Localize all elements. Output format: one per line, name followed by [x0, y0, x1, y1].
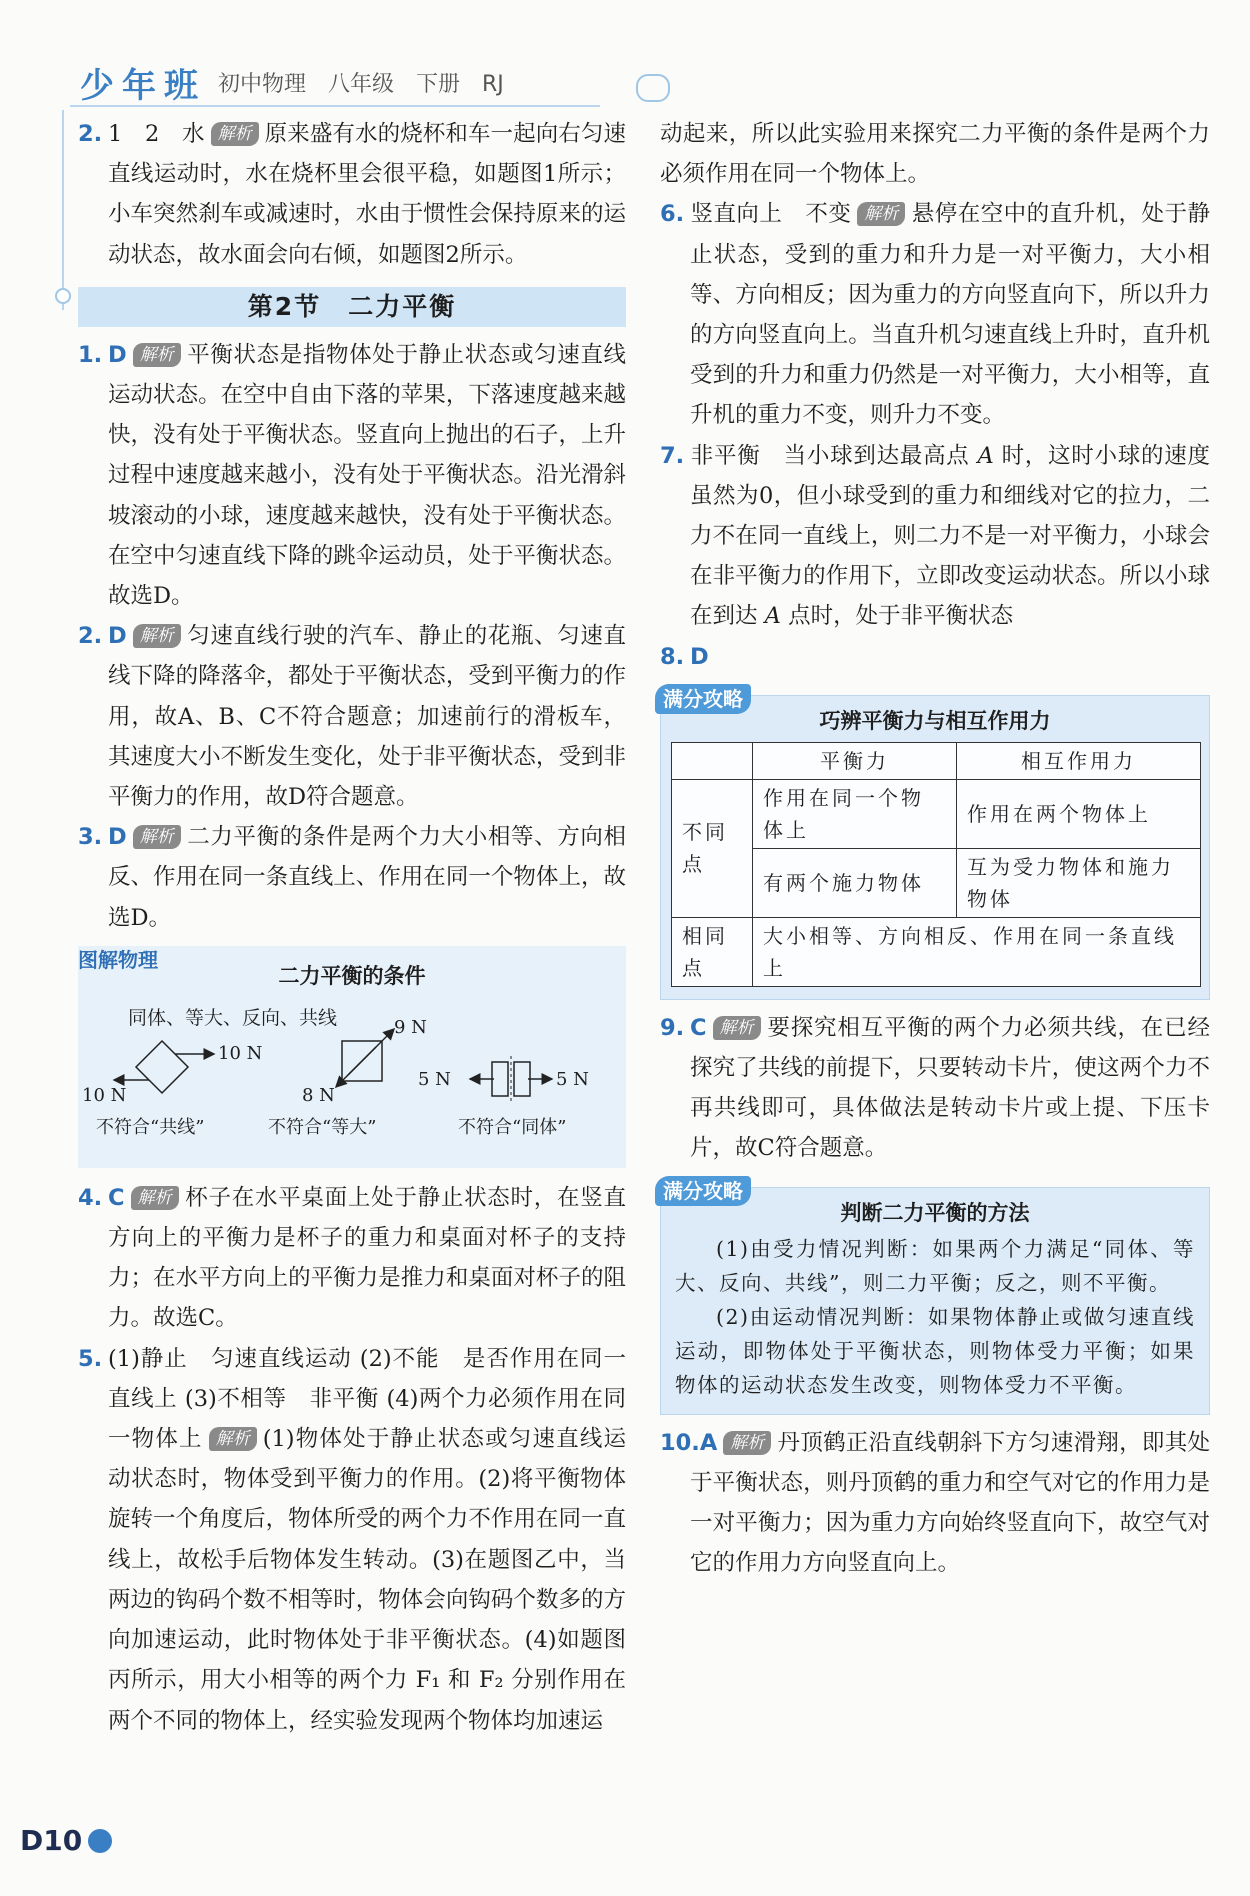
answer-key: 非平衡: [690, 442, 761, 469]
point-label: A: [977, 442, 994, 469]
figure-caption: 不符合“同体”: [458, 1116, 567, 1138]
answer-key: C: [108, 1184, 125, 1211]
book-subtitle: 初中物理 八年级 下册 RJ: [218, 71, 504, 97]
answer-key: (1)静止 匀速直线运动 (2)不能 是否作用在同一直线上 (3)不相等 非平衡 (4)两个力必须作用在同一物体上: [108, 1345, 626, 1453]
question-number: 4.: [78, 1184, 103, 1211]
answer-key: C: [690, 1014, 707, 1041]
figure-subtitle: 同体、等大、反向、共线: [128, 1006, 338, 1029]
force-label: 10 N: [218, 1042, 263, 1064]
diagram-not-same-body: [470, 1056, 552, 1102]
table-cell: 作用在同一个物体上: [753, 779, 957, 848]
table-row: [672, 779, 1201, 848]
answer-key: A: [699, 1429, 718, 1456]
analysis-tag: 解析: [723, 1431, 771, 1455]
table-cell: 大小相等、方向相反、作用在同一条直线上: [753, 917, 1201, 986]
force-label: 5 N: [418, 1068, 451, 1090]
table-cell: 作用在两个物体上: [957, 779, 1201, 848]
diagram-not-collinear: [114, 1041, 214, 1093]
analysis-tag: 解析: [133, 343, 181, 367]
table-cell: [672, 742, 753, 779]
analysis-text: 原来盛有水的烧杯和车一起向右匀速直线运动时，水在烧杯里会很平稳，如题图1所示；小车突然刹车或减速时，水由于惯性会保持原来的运动状态，故水面会向右倾，如题图2所示。: [108, 121, 626, 268]
diagram-not-equal: [336, 1029, 394, 1087]
tip-paragraph: (1)由受力情况判断：如果两个力满足“同体、等大、反向、共线”，则二力平衡；反之，则不平衡。: [675, 1236, 1195, 1295]
point-label: A: [764, 603, 781, 630]
analysis-text: 丹顶鹤正沿直线朝斜下方匀速滑翔，即其处于平衡状态，则丹顶鹤的重力和空气对它的作用力是一对平衡力；因为重力方向始终竖直向下，故空气对它的作用力方向竖直向上。: [690, 1429, 1210, 1577]
page-footer: [20, 1824, 112, 1857]
tip-tag: 满分攻略: [655, 1176, 751, 1206]
answer-item: [78, 114, 626, 275]
tip-box: [660, 1178, 1210, 1415]
analysis-text: 匀速直线行驶的汽车、静止的花瓶、匀速直线下降的降落伞，都处于平衡状态，受到平衡力的作用，故A、B、C不符合题意；加速前行的滑板车，其速度大小不断发生变化，处于非平衡状态，受到非平衡力的作用，故D符合题意。: [108, 623, 626, 811]
table-row: [672, 742, 1201, 779]
analysis-tag: 解析: [133, 624, 181, 648]
key-icon: [55, 288, 71, 304]
answer-item: [78, 616, 626, 817]
analysis-text: 时，这时小球的速度虽然为0，但小球受到的重力和细线对它的拉力，二力不在同一直线上，则二力不是一对平衡力，小球会在非平衡力的作用下，立即改变运动状态。所以小球在到达: [690, 442, 1210, 630]
cloud-icon: [636, 74, 670, 102]
answer-item: [78, 335, 626, 616]
force-label: 8 N: [302, 1084, 335, 1106]
answer-key: D: [108, 623, 127, 650]
answer-key: D: [108, 824, 127, 851]
analysis-tag: 解析: [209, 1427, 257, 1451]
analysis-text: 当小球到达最高点: [783, 442, 970, 469]
page-number: D10: [20, 1824, 83, 1857]
section-title: 第2节 二力平衡: [78, 287, 626, 327]
left-column: [78, 114, 626, 1741]
question-number: 2.: [78, 121, 103, 147]
figure-caption: 不符合“共线”: [96, 1116, 205, 1138]
analysis-text: 平衡状态是指物体处于静止状态或匀速直线运动状态。在空中自由下落的苹果，下落速度越来越快，没有处于平衡状态。竖直向上抛出的石子，上升过程中速度越来越小，没有处于平衡状态。沿光滑斜坡滚动的小球，速度越来越快，没有处于平衡状态。在空中匀速直线下降的跳伞运动员，处于平衡状态。故选D。: [108, 341, 626, 610]
question-number: 7.: [660, 442, 685, 469]
table-row-label: 不同点: [672, 779, 753, 917]
analysis-text: 点时，处于非平衡状态: [788, 603, 1014, 630]
answer-item: [78, 1178, 626, 1339]
answer-item: [660, 194, 1210, 435]
answer-item: [78, 1339, 626, 1741]
tip-box: [660, 686, 1210, 1000]
header-rule: [70, 105, 600, 107]
table-row-label: 相同点: [672, 917, 753, 986]
comparison-table: [671, 742, 1201, 987]
analysis-tag: 解析: [857, 202, 905, 226]
tip-title: 判断二力平衡的方法: [840, 1200, 1030, 1225]
answer-key: 1 2 水: [108, 121, 205, 147]
table-cell: 有两个施力物体: [753, 848, 957, 917]
question-number: 3.: [78, 824, 103, 851]
tip-paragraph: (2)由运动情况判断：如果物体静止或做匀速直线运动，即物体处于平衡状态，则物体受力平衡；如果物体的运动状态发生改变，则物体受力不平衡。: [675, 1304, 1195, 1397]
answer-item: [660, 1008, 1210, 1169]
analysis-text: 二力平衡的条件是两个力大小相等、方向相反、作用在同一条直线上、作用在同一个物体上，故选D。: [108, 824, 626, 931]
analysis-text: 悬停在空中的直升机，处于静止状态，受到的重力和升力是一对平衡力，大小相等、方向相反；因为重力的方向竖直向下，所以升力的方向竖直向上。当直升机匀速直线上升时，直升机受到的升力和重力仍然是一对平衡力，大小相等，直升机的重力不变，则升力不变。: [690, 201, 1210, 429]
globe-icon: [88, 1829, 112, 1853]
analysis-tag: 解析: [131, 1186, 179, 1210]
analysis-tag: 解析: [133, 825, 181, 849]
margin-rule: [62, 110, 64, 310]
analysis-text: (1)物体处于静止状态或匀速直线运动状态时，物体受到平衡力的作用。(2)将平衡物体旋转一个角度后，物体所受的两个力不作用在同一直线上，故松手后物体发生转动。(3)在题图乙中，当两边的钩码个数不相等时，物体会向钩码个数多的方向加速运动，此时物体处于非平衡状态。(4)如题图丙所示，用大小相等的两个力 F₁ 和 F₂ 分别作用在两个不同的物体上，经实验发现两个物体均加速运: [108, 1426, 626, 1734]
question-number: 1.: [78, 341, 103, 368]
series-logo: 少年班: [80, 65, 206, 106]
page-header: [80, 58, 504, 106]
table-header: 平衡力: [753, 742, 957, 779]
question-number: 8.: [660, 643, 685, 670]
question-number: 9.: [660, 1014, 685, 1041]
answer-item: [660, 436, 1210, 637]
figure-title: 二力平衡的条件: [278, 963, 426, 988]
analysis-tag: 解析: [211, 122, 259, 146]
question-number: 5.: [78, 1345, 103, 1372]
table-row: [672, 917, 1201, 986]
tip-tag: 满分攻略: [655, 684, 751, 714]
right-column: [660, 114, 1210, 1583]
tip-title: 巧辨平衡力与相互作用力: [819, 708, 1051, 733]
tip-text: [661, 1228, 1209, 1414]
table-cell: 互为受力物体和施力物体: [957, 848, 1201, 917]
figure-box: [78, 946, 626, 1168]
question-number: 10.: [660, 1429, 700, 1456]
analysis-tag: 解析: [713, 1016, 761, 1040]
analysis-text: 要探究相互平衡的两个力必须共线，在已经探究了共线的前提下，只要转动卡片，使这两个力不再共线即可，具体做法是转动卡片或上提、下压卡片，故C符合题意。: [690, 1014, 1210, 1162]
answer-item: [78, 817, 626, 938]
answer-key: D: [690, 643, 709, 670]
answer-item: [660, 1423, 1210, 1584]
answer-item: [660, 637, 1210, 677]
figure-tag: 图解物理: [78, 947, 158, 972]
continued-text: 动起来，所以此实验用来探究二力平衡的条件是两个力必须作用在同一个物体上。: [660, 121, 1210, 188]
force-label: 9 N: [394, 1016, 427, 1038]
figure-caption: 不符合“等大”: [268, 1116, 377, 1138]
force-label: 10 N: [82, 1084, 127, 1106]
force-label: 5 N: [556, 1068, 589, 1090]
analysis-text: 杯子在水平桌面上处于静止状态时，在竖直方向上的平衡力是杯子的重力和桌面对杯子的支持力；在水平方向上的平衡力是推力和桌面对杯子的阻力。故选C。: [108, 1184, 626, 1332]
table-header: 相互作用力: [957, 742, 1201, 779]
answer-key: D: [108, 341, 127, 368]
question-number: 6.: [660, 201, 685, 228]
question-number: 2.: [78, 623, 103, 650]
answer-key: 竖直向上 不变: [690, 201, 852, 228]
